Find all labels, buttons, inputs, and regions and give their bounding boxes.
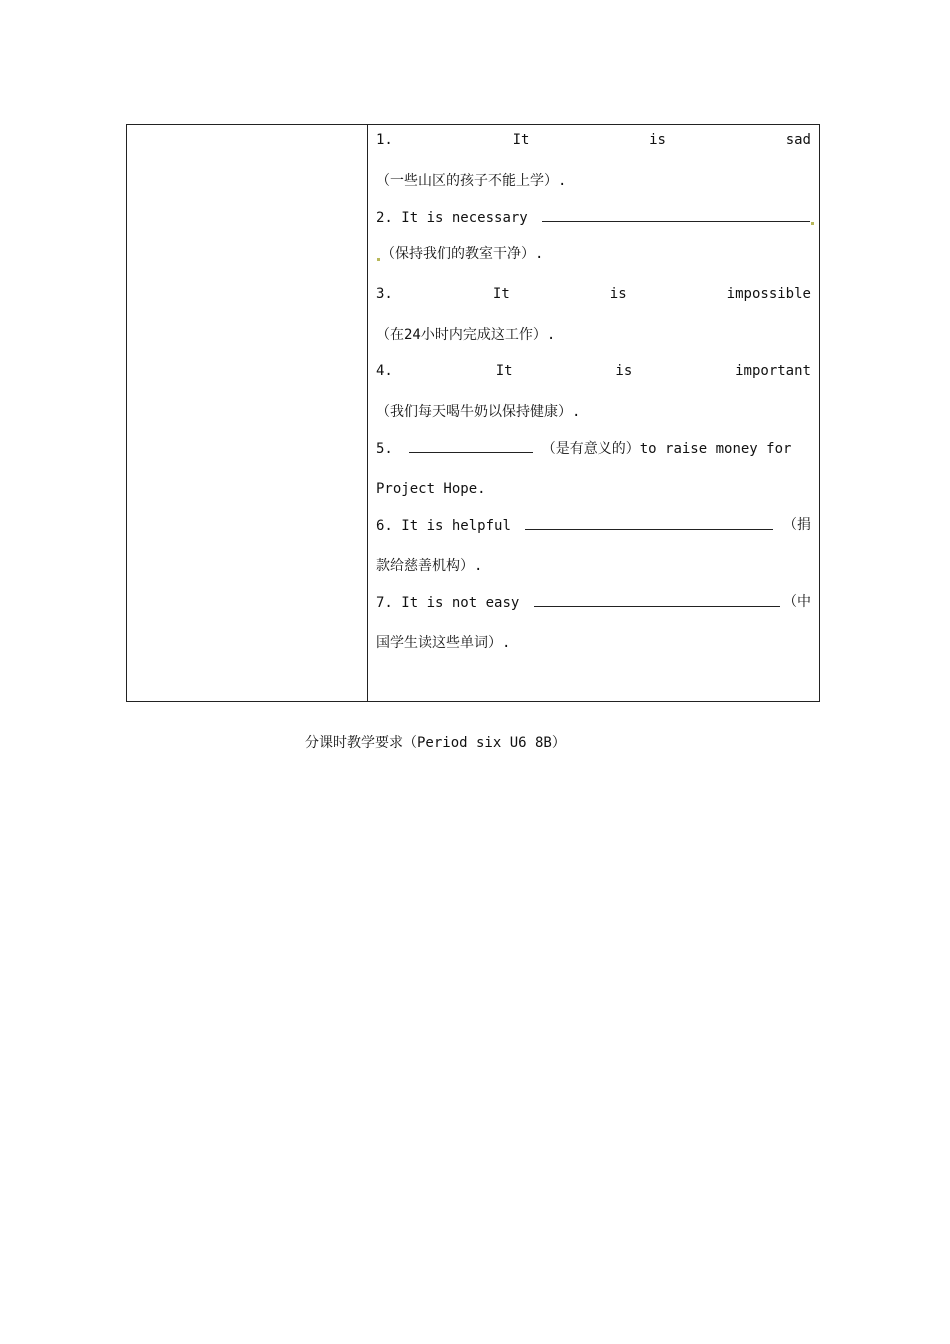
item-2-line-2: （保持我们的教室干净）. xyxy=(376,244,811,264)
answer-blank[interactable] xyxy=(534,592,780,607)
exercise-cell xyxy=(376,125,811,701)
exercise-table xyxy=(126,124,820,702)
item-4-line-1: 4. It is important xyxy=(376,363,811,379)
item-1-line-1: 1. It is sad xyxy=(376,132,811,148)
answer-blank[interactable] xyxy=(525,515,773,530)
item-3-line-2: （在24小时内完成这工作）. xyxy=(376,327,556,343)
mark-dot xyxy=(811,222,814,225)
item-5-line-1: 5. （是有意义的）to raise money for xyxy=(376,438,811,458)
item-6-line-2: 款给慈善机构）. xyxy=(376,558,483,574)
item-7-line-1: 7. It is not easy （中 xyxy=(376,594,811,611)
item-4-line-2: （我们每天喝牛奶以保持健康）. xyxy=(376,404,581,420)
item-6-line-1: 6. It is helpful （捐 xyxy=(376,517,811,534)
item-1-line-2: （一些山区的孩子不能上学）. xyxy=(376,173,567,189)
item-3-line-1: 3. It is impossible xyxy=(376,286,811,302)
item-7-line-2: 国学生读这些单词）. xyxy=(376,635,511,651)
item-2-line-1: 2. It is necessary xyxy=(376,207,811,227)
answer-blank[interactable] xyxy=(542,207,810,222)
section-heading: 分课时教学要求（Period six U6 8B） xyxy=(305,735,566,751)
mark-dot xyxy=(377,258,380,261)
item-5-line-2: Project Hope. xyxy=(376,481,486,497)
column-divider xyxy=(367,125,368,701)
answer-blank[interactable] xyxy=(409,438,533,453)
